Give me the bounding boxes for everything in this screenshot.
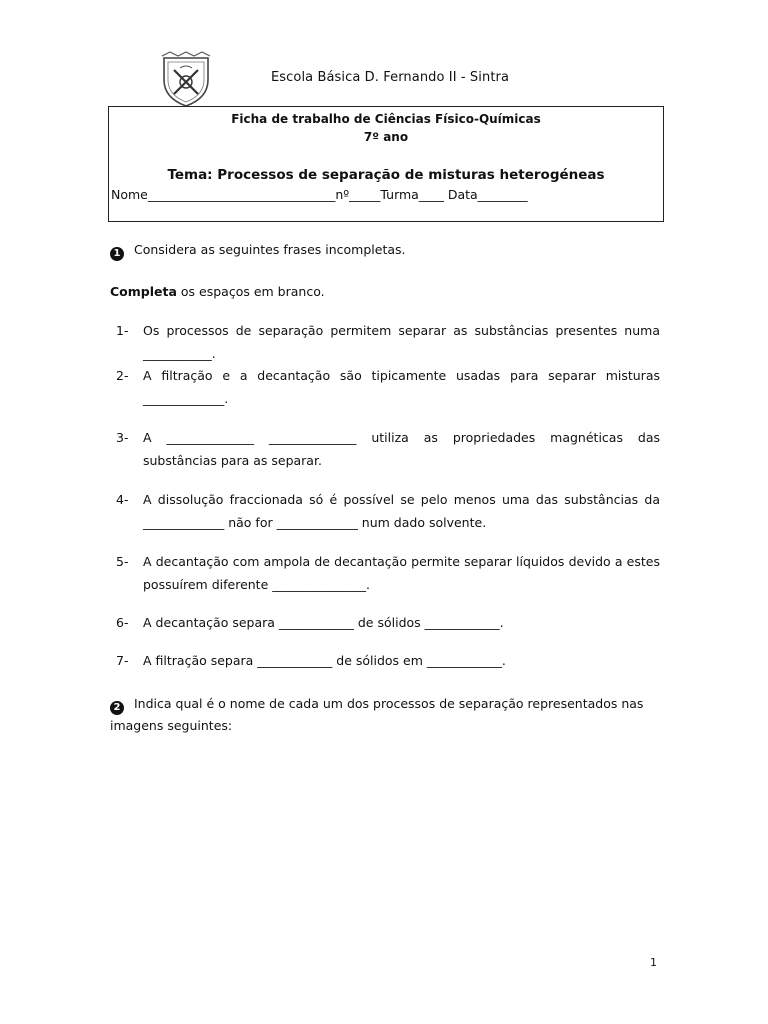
worksheet-theme: Tema: Processos de separação de misturas heterogéneas: [167, 167, 605, 183]
item-number: 2-: [116, 368, 129, 383]
list-item: [116, 364, 660, 410]
item-text: A ______________ ______________ utiliza as propriedades magnéticas das substâncias para as separar.: [143, 430, 660, 468]
list-item: [116, 550, 660, 596]
question-1-instruction: [110, 281, 660, 303]
student-info-line: Nome______________________________nº_____Turma____ Data________: [111, 187, 528, 202]
item-text: A decantação separa ____________ de sólidos ____________.: [143, 615, 504, 630]
list-item: [116, 319, 660, 365]
item-text: A filtração e a decantação são tipicamente usadas para separar misturas _____________.: [143, 368, 660, 406]
page-number: 1: [650, 956, 657, 969]
item-text: A filtração separa ____________ de sólidos em ____________.: [143, 653, 506, 668]
question-2-number: 2: [110, 701, 124, 715]
instruction-bold: Completa: [110, 284, 177, 299]
question-1-number: 1: [110, 247, 124, 261]
school-year: 7º ano: [363, 130, 409, 144]
item-text: A decantação com ampola de decantação permite separar líquidos devido a estes possuírem diferente _______________.: [143, 554, 660, 592]
school-crest-logo: [160, 50, 212, 108]
question-1-prompt: Considera as seguintes frases incompletas.: [134, 242, 406, 257]
school-name: Escola Básica D. Fernando II - Sintra: [270, 70, 510, 85]
question-2: [110, 693, 660, 737]
list-item: [116, 426, 660, 472]
item-number: 4-: [116, 492, 129, 507]
worksheet-title: Ficha de trabalho de Ciências Físico-Químicas: [231, 112, 541, 126]
list-item: [116, 649, 660, 672]
item-number: 1-: [116, 323, 129, 338]
instruction-rest: os espaços em branco.: [176, 284, 325, 299]
question-1-heading: [110, 242, 405, 261]
list-item: [116, 488, 660, 534]
item-text: A dissolução fraccionada só é possível se pelo menos uma das substâncias da _____________ não for _____________ num dado solvente.: [143, 492, 660, 530]
item-number: 6-: [116, 615, 129, 630]
list-item: [116, 611, 660, 634]
worksheet-header-box: [108, 106, 664, 222]
item-number: 3-: [116, 430, 129, 445]
item-number: 7-: [116, 653, 129, 668]
item-number: 5-: [116, 554, 129, 569]
item-text: Os processos de separação permitem separar as substâncias presentes numa ___________.: [143, 323, 660, 361]
question-2-prompt: Indica qual é o nome de cada um dos processos de separação representados nas imagens seguintes:: [110, 696, 644, 733]
